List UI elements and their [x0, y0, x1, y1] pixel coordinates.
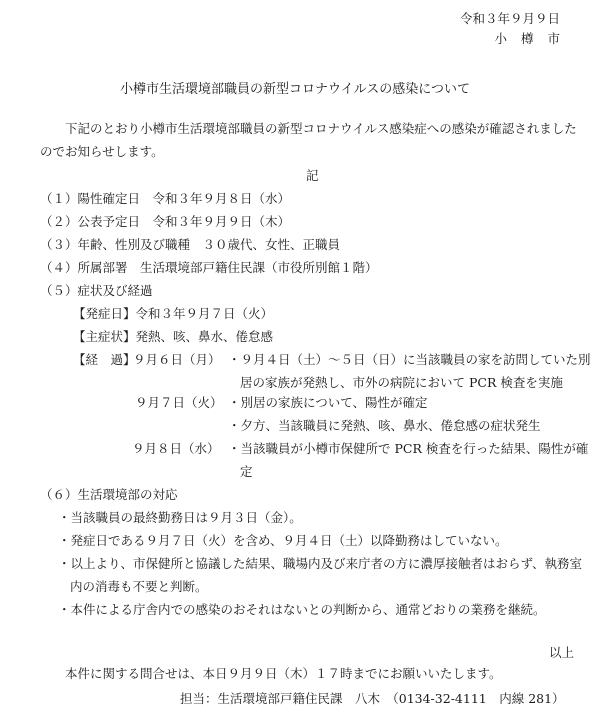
course-text-2a: ・別居の家族について、陽性が確定: [228, 395, 428, 410]
intro-line-2: のでお知らせします。: [40, 144, 164, 159]
response-bullet-2: ・発症日である９月７日（火）を含め、９月４日（土）以降勤務はしていない。: [58, 533, 508, 548]
item-announce-date: （２）公表予定日 令和３年９月９日（木）: [40, 214, 291, 229]
response-bullet-3a: ・以上より、市保健所と協議した結果、職場内及び来庁者の方に濃厚接触者はおらず、執務室: [58, 556, 583, 571]
document-title: 小樽市生活環境部職員の新型コロナウイルスの感染について: [120, 82, 470, 97]
onset-date: 【発症日】令和３年９月７日（火）: [73, 306, 274, 321]
course-text-1a: ・９月４日（土）～５日（日）に当該職員の家を訪問していた別: [228, 352, 591, 367]
course-date-2: ９月７日（火）: [135, 395, 223, 410]
course-date-1: ９月６日（月）: [133, 352, 221, 367]
course-date-3: ９月８日（水）: [132, 441, 220, 456]
main-symptoms: 【主症状】発熱、咳、鼻水、倦怠感: [73, 329, 274, 344]
response-bullet-1: ・当該職員の最終勤務日は９月３日（金）。: [58, 510, 302, 525]
course-text-3a: ・当該職員が小樽市保健所で PCR 検査を行った結果、陽性が確: [228, 441, 589, 456]
course-text-2b: ・夕方、当該職員に発熱、咳、鼻水、倦怠感の症状発生: [228, 418, 541, 433]
response-heading: （６）生活環境部の対応: [40, 487, 178, 502]
intro-line-1: 下記のとおり小樽市生活環境部職員の新型コロナウイルス感染症への感染が確認されました: [65, 121, 577, 136]
course-text-1b: 居の家族が発熱し、市外の病院において PCR 検査を実施: [240, 375, 563, 390]
item-symptoms-heading: （５）症状及び経過: [40, 283, 153, 298]
issuer-name: 小樽市: [494, 31, 574, 46]
item-department: （４）所属部署 生活環境部戸籍住民課（市役所別館１階）: [40, 260, 378, 275]
response-bullet-4: ・本件による庁舎内での感染のおそれはないとの判断から、通常どおりの業務を継続。: [58, 602, 546, 617]
inquiry-note: 本件に関する問合せは、本日９月９日（木）１７時までにお願いいたします。: [65, 666, 502, 681]
response-bullet-3b: 内の消毒も不要と判断。: [70, 579, 208, 594]
item-positive-date: （１）陽性確定日 令和３年９月８日（水）: [40, 191, 291, 206]
closing-ijo: 以上: [548, 645, 574, 660]
ki-heading: 記: [306, 168, 319, 183]
course-label: 【経 過】: [73, 352, 136, 367]
document-date: 令和３年９月９日: [459, 11, 560, 26]
contact-info: 担当：生活環境部戸籍住民課 八木 （0134-32-4111 内線 281）: [180, 691, 565, 706]
item-age-gender: （３）年齢、性別及び職種 ３０歳代、女性、正職員: [40, 237, 341, 252]
course-text-3b: 定: [240, 464, 253, 479]
